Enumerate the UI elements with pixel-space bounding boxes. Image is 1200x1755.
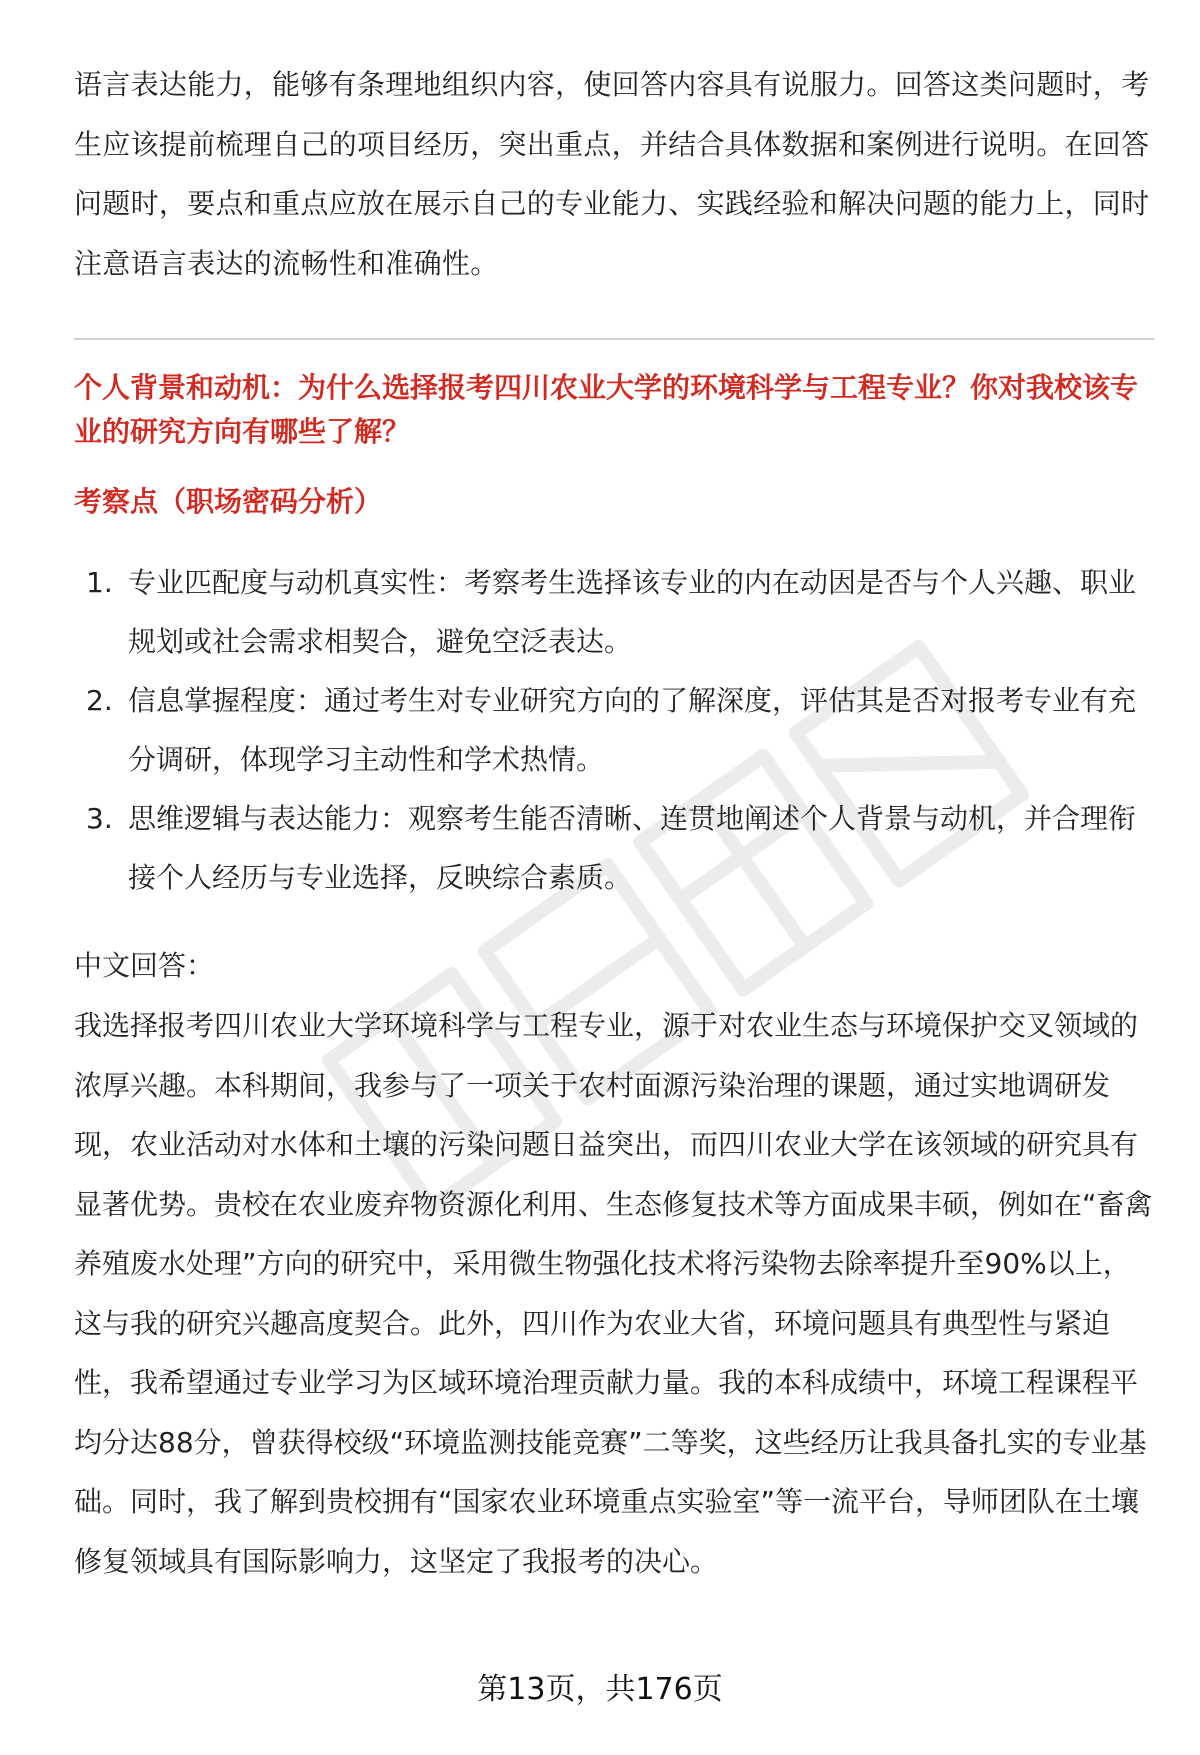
list-item (74, 789, 1154, 907)
subheading: 考察点（职场密码分析） (74, 485, 383, 518)
list-item-text: 信息掌握程度：通过考生对专业研究方向的了解深度，评估其是否对报考专业有充分调研，体现学习主动性和学术热情。 (128, 684, 1137, 776)
list-item (74, 553, 1154, 671)
list-item (74, 671, 1154, 789)
intro-paragraph: 语言表达能力，能够有条理地组织内容，使回答内容具有说服力。回答这类问题时，考生应该提前梳理自己的项目经历，突出重点，并结合具体数据和案例进行说明。在回答问题时，要点和重点应放在展示自己的专业能力、实践经验和解决问题的能力上，同时注意语言表达的流畅性和准确性。 (74, 68, 1150, 280)
section-divider (74, 338, 1154, 340)
list-item-number: 1. (86, 566, 113, 599)
list-item-number: 3. (86, 802, 113, 835)
key-points-list (74, 553, 1154, 907)
answer-paragraph: 我选择报考四川农业大学环境科学与工程专业，源于对农业生态与环境保护交叉领域的浓厚兴趣。本科期间，我参与了一项关于农村面源污染治理的课题，通过实地调研发现，农业活动对水体和土壤的污染问题日益突出，而四川农业大学在该领域的研究具有显著优势。贵校在农业废弃物资源化利用、生态修复技术等方面成果丰硕，例如在“畜禽养殖废水处理”方向的研究中，采用微生物强化技术将污染物去除率提升至90%以上，这与我的研究兴趣高度契合。此外，四川作为农业大省，环境问题具有典型性与紧迫性，我希望通过专业学习为区域环境治理贡献力量。我的本科成绩中，环境工程课程平均分达88分，曾获得校级“环境监测技能竞赛”二等奖，这些经历让我具备扎实的专业基础。同时，我了解到贵校拥有“国家农业环境重点实验室”等一流平台，导师团队在土壤修复领域具有国际影响力，这坚定了我报考的决心。 (74, 1009, 1153, 1578)
question-heading: 个人背景和动机：为什么选择报考四川农业大学的环境科学与工程专业？你对我校该专业的研究方向有哪些了解？ (74, 371, 1139, 448)
list-item-text: 思维逻辑与表达能力：观察考生能否清晰、连贯地阐述个人背景与动机，并合理衔接个人经历与专业选择，反映综合素质。 (128, 802, 1137, 894)
intro-section (74, 55, 1154, 293)
answer-label: 中文回答： (74, 949, 215, 982)
list-item-text: 专业匹配度与动机真实性：考察考生选择该专业的内在动因是否与个人兴趣、职业规划或社会需求相契合，避免空泛表达。 (128, 566, 1137, 658)
list-item-number: 2. (86, 684, 113, 717)
page-footer: 第13页，共176页 (477, 1672, 723, 1707)
